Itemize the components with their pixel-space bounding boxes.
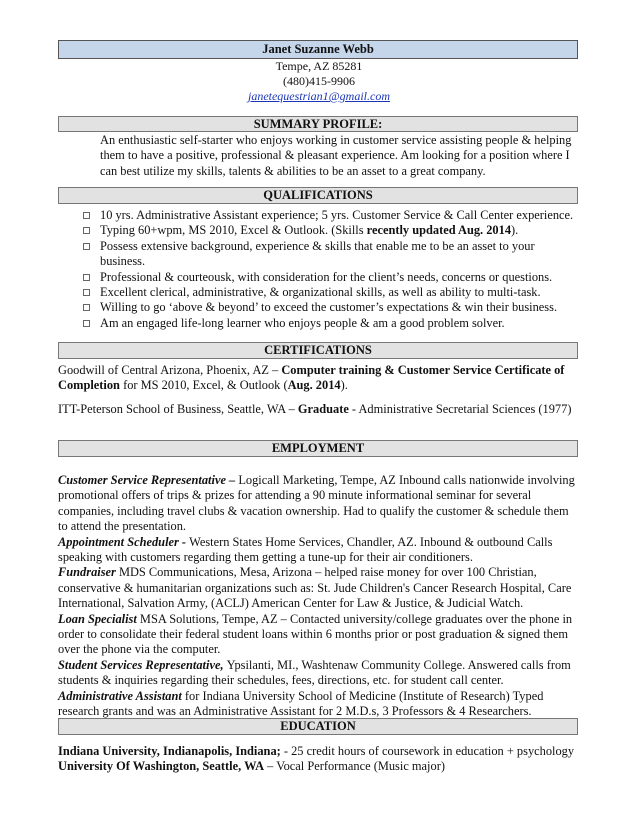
name-banner [58,40,578,59]
checkbox-bullet-icon [83,227,90,234]
qualifications-title: QUALIFICATIONS [263,188,373,202]
employment-header [58,440,578,457]
certification-goodwill: Goodwill of Central Arizona, Phoenix, AZ – Computer training & Customer Service Certificate of Completion for MS 2010, Excel, & Outlook (Aug. 2014). [58,363,565,393]
summary-header [58,116,578,132]
qualifications-list [80,208,580,331]
education-indiana: Indiana University, Indianapolis, Indiana; - 25 credit hours of coursework in education + psychology [58,744,575,758]
city-line: Tempe, AZ 85281 [275,59,363,73]
checkbox-bullet-icon [83,289,90,296]
full-name: Janet Suzanne Webb [262,42,374,56]
list-item: Professional & courteousk, with consideration for the client’s needs, concerns or questions. [80,270,580,285]
certifications-title: CERTIFICATIONS [264,343,372,357]
list-item: Am an engaged life-long learner who enjoys people & am a good problem solver. [80,316,580,331]
list-item: Possess extensive background, experience & skills that enable me to be an asset to your business. [80,239,580,270]
job-entry: Administrative Assistant for Indiana University School of Medicine (Institute of Research) Typed research grants and was an Administrative Assistant for 2 M.D.s, 3 Professors & 4 Researchers. [58,688,544,719]
email-link[interactable]: janetequestrian1@gmail.com [247,89,391,103]
summary-title: SUMMARY PROFILE: [253,117,383,131]
checkbox-bullet-icon [83,243,90,250]
job-entry: Loan Specialist MSA Solutions, Tempe, AZ – Contacted university/college graduates over the phone in order to consolidate their federal student loans within 6 months prior or post graduation & signed them over the phone via the computer. [58,611,573,657]
phone-line: (480)415-9906 [283,74,355,88]
certification-itt: ITT-Peterson School of Business, Seattle, WA – Graduate - Administrative Secretarial Sciences (1977) [58,402,572,416]
checkbox-bullet-icon [83,274,90,281]
education-header [58,718,578,735]
education-title: EDUCATION [280,719,356,733]
job-entry: Customer Service Representative – Logicall Marketing, Tempe, AZ Inbound calls nationwide involving promotional offers of trips & prizes for attending a 90 minute informational seminar for several companies, including travel clubs & vacation ownership. Had to qualify the customer & schedule them to attend the presentation. [58,473,575,534]
certifications-header [58,342,578,359]
checkbox-bullet-icon [83,212,90,219]
employment-list [58,473,580,720]
checkbox-bullet-icon [83,320,90,327]
job-entry: Appointment Scheduler - Western States Home Services, Chandler, AZ. Inbound & outbound Calls speaking with customers regarding them getting a tune-up for their air conditioners. [58,534,553,565]
education-washington: University Of Washington, Seattle, WA – Vocal Performance (Music major) [58,759,445,774]
checkbox-bullet-icon [83,304,90,311]
list-item: Excellent clerical, administrative, & organizational skills, as well as ability to multi-task. [80,285,580,300]
list-item: Typing 60+wpm, MS 2010, Excel & Outlook. (Skills recently updated Aug. 2014). [80,223,580,238]
email-line [0,89,638,104]
qualifications-header [58,187,578,204]
list-item: Willing to go ‘above & beyond’ to exceed the customer’s expectations & win their business. [80,300,580,315]
job-entry: Fundraiser MDS Communications, Mesa, Arizona – helped raise money for over 100 Christian, conservative & humanitarian organizations such as: St. Jude Children's Cancer Research Hospital, Care International, Salvation Army, (ACLJ) American Center for Law & Justice, & Judicial Watch. [58,565,572,611]
list-item: 10 yrs. Administrative Assistant experience; 5 yrs. Customer Service & Call Center experience. [80,208,580,223]
employment-title: EMPLOYMENT [271,441,365,455]
summary-text: An enthusiastic self-starter who enjoys working in customer service assisting people & helping them to have a positive, professional & pleasant experience. Am looking for a position where I can best utilize my skills, talents & abilities to be an asset to a great company. [100,133,572,178]
job-entry: Student Services Representative, Ypsilanti, MI., Washtenaw Community College. Answered calls from students & inquiries regarding their schedules, fees, directions, etc. for student call center. [58,657,571,688]
education-list [58,744,580,775]
